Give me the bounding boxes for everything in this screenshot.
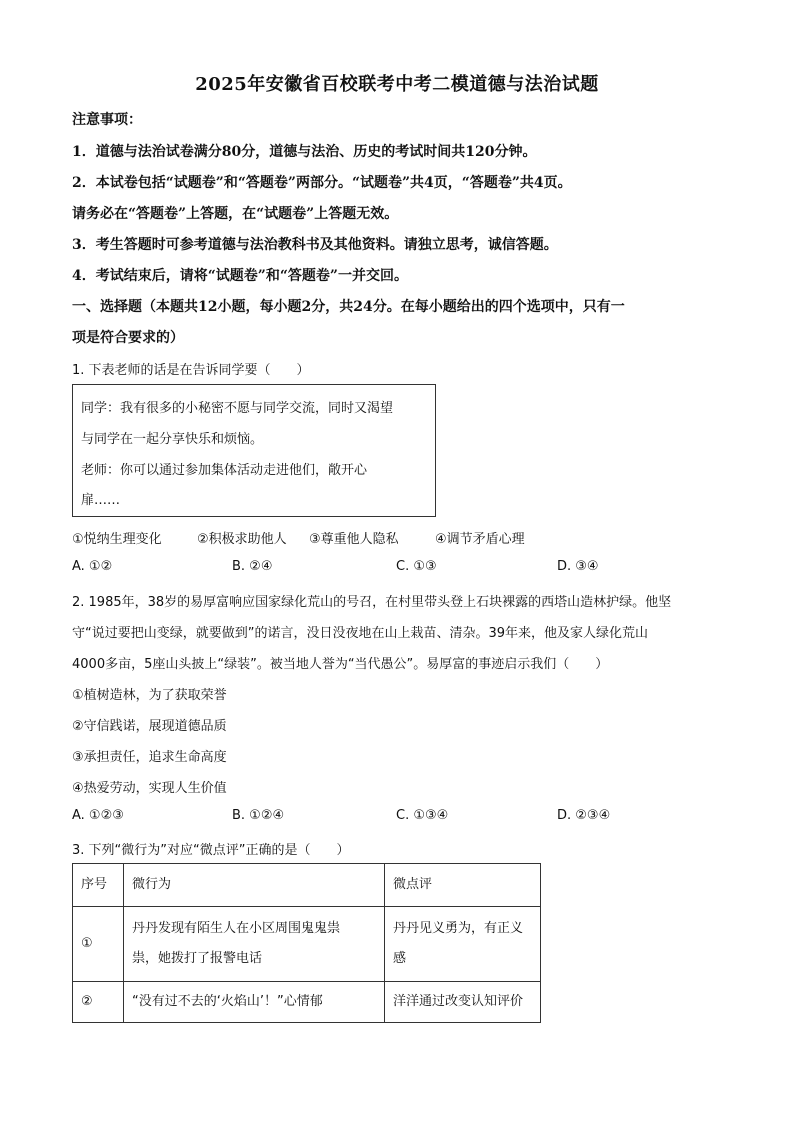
question-1-stem: 1. 下表老师的话是在告诉同学要（ ） bbox=[72, 363, 310, 378]
page-title: 2025年安徽省百校联考中考二模道德与法治试题 bbox=[195, 74, 599, 95]
comment-cell bbox=[385, 982, 541, 1023]
notice-item: 1．道德与法治试卷满分80分，道德与法治、历史的考试时间共120分钟。 bbox=[72, 144, 537, 160]
q2-statement: ③承担责任，追求生命高度 bbox=[72, 750, 227, 765]
notice-item: 4．考试结束后，请将“试题卷”和“答题卷”一并交回。 bbox=[72, 268, 408, 284]
comment-cell bbox=[385, 907, 541, 982]
material-line: 同学：我有很多的小秘密不愿与同学交流，同时又渴望 bbox=[81, 401, 394, 416]
material-line: 扉…… bbox=[81, 493, 121, 508]
table-row bbox=[73, 907, 541, 982]
q1-option-b: B. ②④ bbox=[232, 559, 273, 574]
section-heading: 一、选择题（本题共12小题，每小题2分，共24分。在每小题给出的四个选项中，只有一 bbox=[72, 299, 625, 315]
q1-option-a: A. ①② bbox=[72, 559, 113, 574]
question-3-stem: 3. 下列“微行为”对应“微点评”正确的是（ ） bbox=[72, 843, 350, 858]
comment-line: 洋洋通过改变认知评价 bbox=[393, 994, 524, 1009]
row-number: ① bbox=[73, 907, 124, 982]
q1-option-d: D. ③④ bbox=[557, 559, 599, 574]
notice-item: 2．本试卷包括“试题卷”和“答题卷”两部分。“试题卷”共4页，“答题卷”共4页。 bbox=[72, 175, 572, 191]
q2-option-a: A. ①②③ bbox=[72, 808, 124, 823]
behavior-line: 祟，她拨打了报警电话 bbox=[132, 951, 263, 966]
q2-statement: ①植树造林，为了获取荣誉 bbox=[72, 688, 227, 703]
q2-option-c: C. ①③④ bbox=[396, 808, 449, 823]
question-3-table bbox=[72, 863, 541, 1023]
q1-statement: ①悦纳生理变化 bbox=[72, 532, 162, 547]
material-line: 与同学在一起分享快乐和烦恼。 bbox=[81, 432, 264, 447]
notice-item: 3．考生答题时可参考道德与法治教科书及其他资料。请独立思考，诚信答题。 bbox=[72, 237, 558, 253]
q1-option-c: C. ①③ bbox=[396, 559, 437, 574]
table-header-row bbox=[73, 864, 541, 907]
question-2-stem: 2. 1985年，38岁的易厚富响应国家绿化荒山的号召，在村里带头登上石块裸露的西塔山造林护绿。他坚 bbox=[72, 595, 672, 610]
q1-statement: ④调节矛盾心理 bbox=[435, 532, 525, 547]
q2-option-b: B. ①②④ bbox=[232, 808, 285, 823]
comment-line: 感 bbox=[393, 951, 407, 966]
material-line: 老师：你可以通过参加集体活动走进他们，敞开心 bbox=[81, 463, 368, 478]
behavior-line: 丹丹发现有陌生人在小区周围鬼鬼祟 bbox=[132, 921, 341, 936]
row-number: ② bbox=[73, 982, 124, 1023]
q2-statement: ②守信践诺，展现道德品质 bbox=[72, 719, 227, 734]
q2-statement: ④热爱劳动，实现人生价值 bbox=[72, 781, 227, 796]
table-header-cell: 微点评 bbox=[385, 864, 541, 907]
table-row bbox=[73, 982, 541, 1023]
question-2-stem: 守“说过要把山变绿，就要做到”的诺言，没日没夜地在山上栽苗、清杂。39年来，他及家人绿化荒山 bbox=[72, 626, 649, 641]
q1-statement: ②积极求助他人 bbox=[197, 532, 287, 547]
question-1-material-box bbox=[72, 384, 436, 517]
comment-line: 丹丹见义勇为，有正义 bbox=[393, 921, 524, 936]
behavior-cell bbox=[124, 982, 385, 1023]
notice-heading: 注意事项： bbox=[72, 112, 142, 128]
question-2-stem: 4000多亩，5座山头披上“绿装”。被当地人誉为“当代愚公”。易厚富的事迹启示我们（ ） bbox=[72, 657, 609, 672]
notice-item: 请务必在“答题卷”上答题，在“试题卷”上答题无效。 bbox=[72, 206, 399, 222]
behavior-cell bbox=[124, 907, 385, 982]
behavior-line: “没有过不去的‘火焰山’！”心情郁 bbox=[132, 994, 323, 1009]
q2-option-d: D. ②③④ bbox=[557, 808, 611, 823]
q1-statement: ③尊重他人隐私 bbox=[309, 532, 399, 547]
table-header-cell: 序号 bbox=[73, 864, 124, 907]
table-header-cell: 微行为 bbox=[124, 864, 385, 907]
section-heading-cont: 项是符合要求的） bbox=[72, 330, 184, 346]
